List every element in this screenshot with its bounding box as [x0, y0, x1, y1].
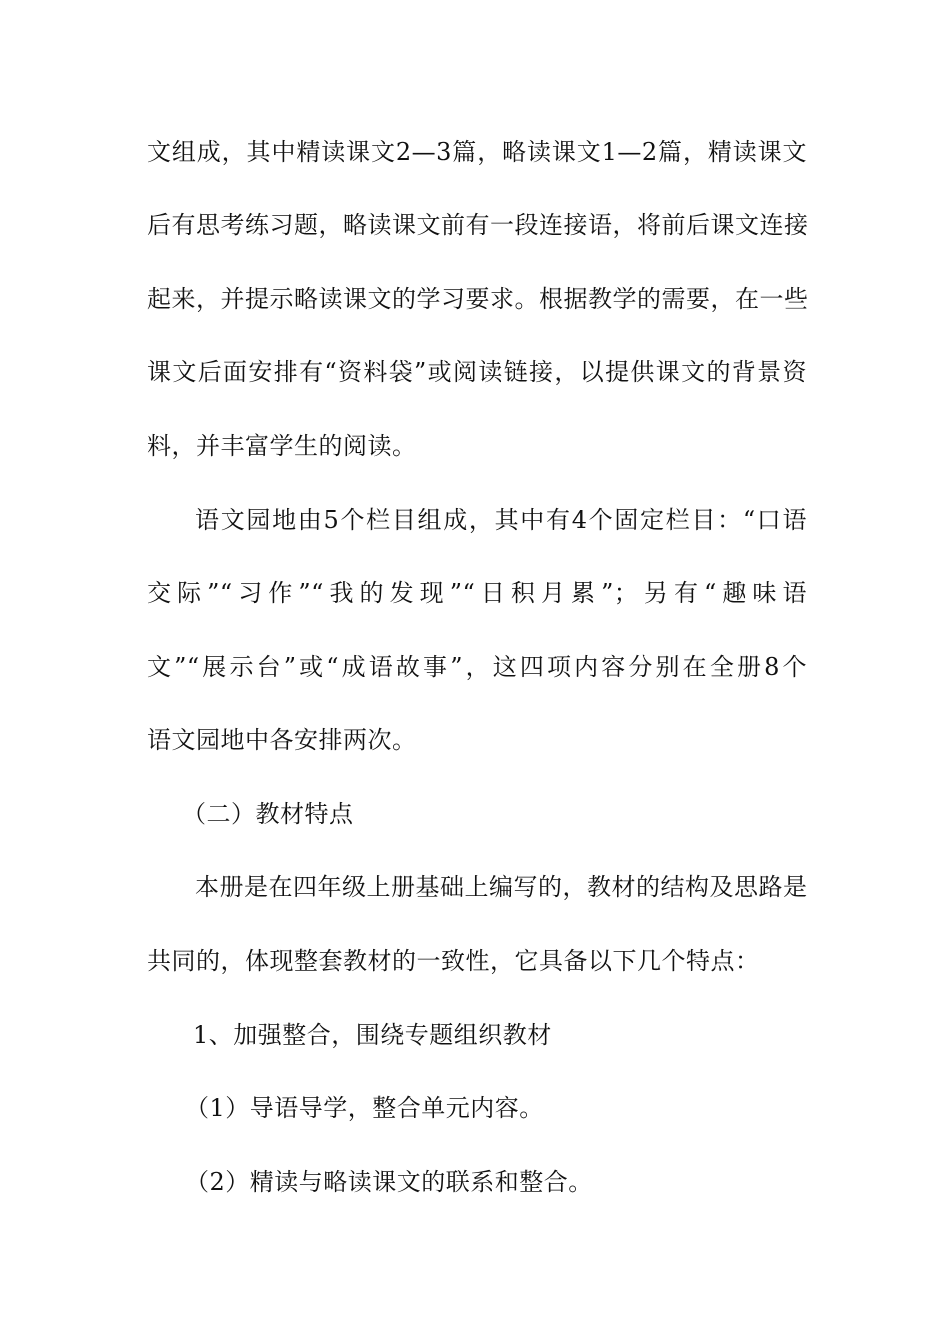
- list-item-2: （2）精读与略读课文的联系和整合。: [185, 1168, 593, 1196]
- paragraph-line-1: 文组成，其中精读课文2—3篇，略读课文1—2篇，精读课文: [147, 138, 807, 166]
- paragraph-line-11: 本册是在四年级上册基础上编写的，教材的结构及思路是: [195, 873, 808, 901]
- paragraph-line-2: 后有思考练习题，略读课文前有一段连接语，将前后课文连接: [147, 211, 809, 239]
- paragraph-line-4: 课文后面安排有“资料袋”或阅读链接，以提供课文的背景资: [147, 358, 807, 386]
- list-item-1: （1）导语导学，整合单元内容。: [185, 1094, 544, 1122]
- paragraph-line-12: 共同的，体现整套教材的一致性，它具备以下几个特点：: [147, 947, 760, 975]
- paragraph-line-7: 交际”“习作”“我的发现”“日积月累”；另有“趣味语: [147, 579, 807, 607]
- section-heading: （二）教材特点: [182, 800, 354, 828]
- paragraph-line-5: 料，并丰富学生的阅读。: [147, 432, 417, 460]
- subheading-1: 1、加强整合，围绕专题组织教材: [193, 1021, 552, 1049]
- paragraph-line-6: 语文园地由5个栏目组成，其中有4个固定栏目：“口语: [195, 506, 807, 534]
- paragraph-line-3: 起来，并提示略读课文的学习要求。根据教学的需要，在一些: [147, 285, 809, 313]
- paragraph-line-8: 文”“展示台”或“成语故事”，这四项内容分别在全册8个: [147, 653, 807, 681]
- paragraph-line-9: 语文园地中各安排两次。: [147, 726, 417, 754]
